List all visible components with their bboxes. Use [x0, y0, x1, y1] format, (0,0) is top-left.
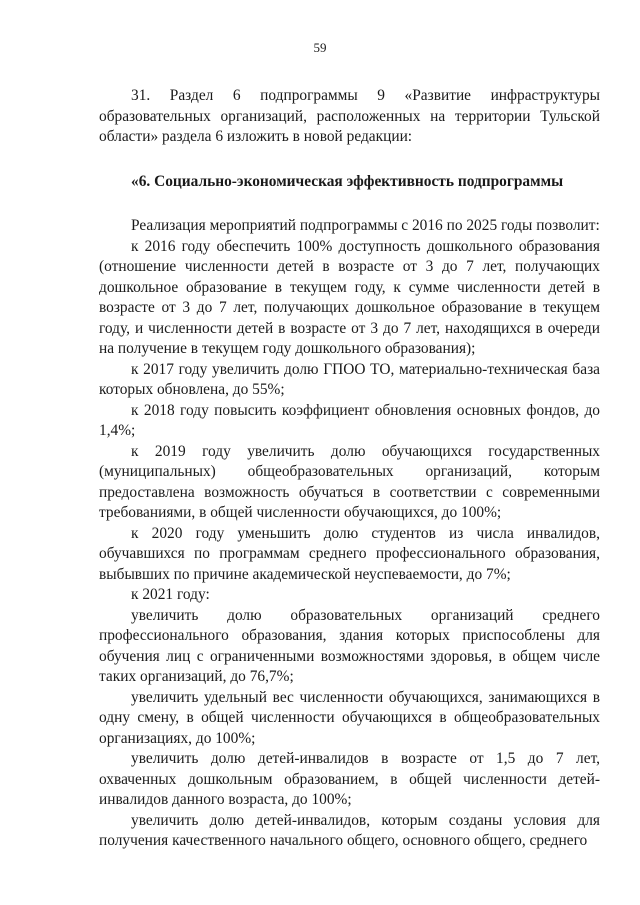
paragraph: увеличить долю образовательных организаций среднего профессионального образования, здания которых приспособлены для обучения лиц с ограниченными возможностями здоровья, в общем числе таких организаций, до 76,7%; [99, 606, 600, 685]
paragraph: к 2019 году увеличить долю обучающихся государственных (муниципальных) общеобразовательных организаций, которым предоставлена возможность обучаться в соответствии с современными требованиями, в общей численности обучающихся, до 100%; [99, 442, 600, 521]
page-number: 59 [313, 40, 327, 55]
paragraph: Реализация мероприятий подпрограммы с 2016 по 2025 годы позволит: [131, 217, 600, 234]
paragraph: к 2016 году обеспечить 100% доступность дошкольного образования (отношение численности детей в возрасте от 3 до 7 лет, получающих дошкольное образование в текущем году, к сумме численности детей в возрасте от 3 до 7 лет, получающих дошкольное образование в текущем году, и численности детей в возрасте от 3 до 7 лет, находящихся в очереди на получение в текущем году дошкольного образования); [99, 237, 600, 357]
paragraph: к 2017 году увеличить долю ГПОО ТО, материально-техническая база которых обновлена, до 55%; [99, 360, 600, 398]
paragraph: к 2020 году уменьшить долю студентов из числа инвалидов, обучавшихся по программам среднего профессионального образования, выбывших по причине академической неуспеваемости, до 7%; [99, 524, 600, 583]
section-heading: «6. Социально-экономическая эффективность подпрограммы [131, 172, 564, 190]
paragraph: увеличить удельный вес численности обучающихся, занимающихся в одну смену, в общей численности обучающихся в общеобразовательных организациях, до 100%; [99, 688, 600, 747]
paragraph: к 2018 году повысить коэффициент обновления основных фондов, до 1,4%; [99, 401, 600, 439]
paragraph: увеличить долю детей-инвалидов в возрасте от 1,5 до 7 лет, охваченных дошкольным образованием, в общей численности детей-инвалидов данного возраста, до 100%; [99, 750, 600, 808]
paragraph: увеличить долю детей-инвалидов, которым созданы условия для получения качественного начального общего, основного общего, среднего [99, 811, 600, 849]
paragraph: к 2021 году: [131, 586, 210, 603]
document-body [99, 86, 600, 852]
amendment-intro: 31. Раздел 6 подпрограммы 9 «Развитие инфраструктуры образовательных организаций, расположенных на территории Тульской области» раздела 6 изложить в новой редакции: [99, 87, 600, 145]
